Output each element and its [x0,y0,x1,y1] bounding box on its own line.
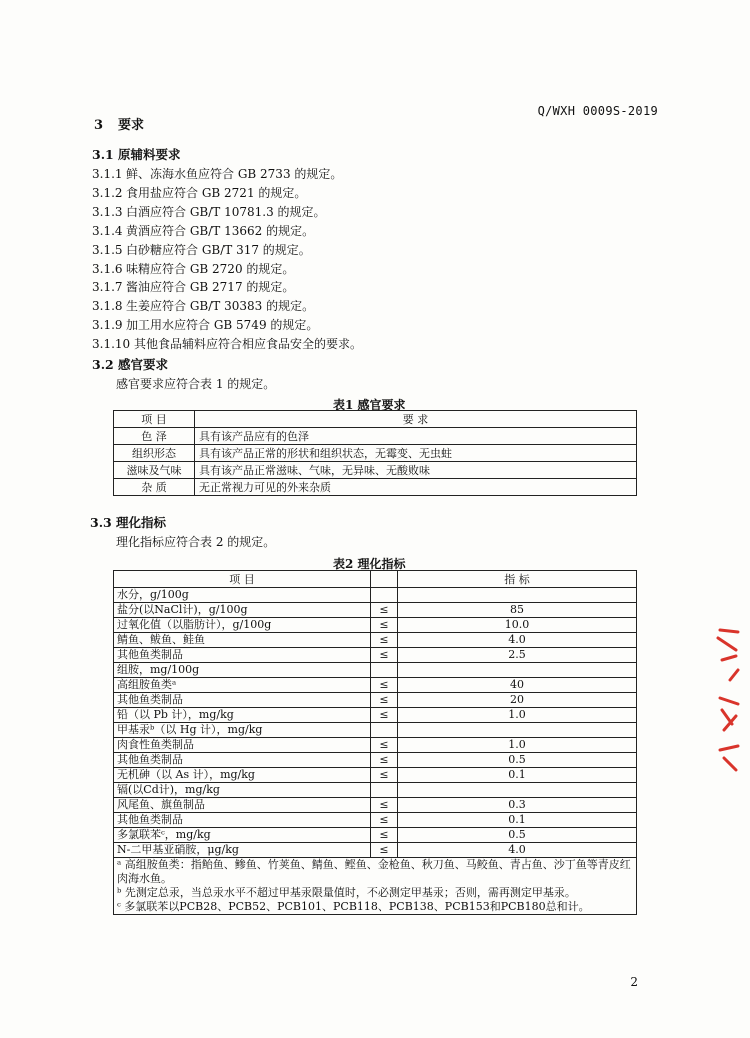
item-cell: 高组胺鱼类ᵃ [114,678,371,693]
table-row [114,445,637,462]
value-cell: 20 [398,693,637,708]
comparator-cell: ≤ [371,813,398,828]
section-title: 理化指标 [116,515,167,530]
item-cell: 盐分(以NaCl计)，g/100g [114,603,371,618]
comparator-cell: ≤ [371,693,398,708]
table-row [114,603,637,618]
column-header-item: 项 目 [114,411,195,428]
table-row [114,828,637,843]
footnote: ᵃ 高组胺鱼类：指鲐鱼、鲹鱼、竹荚鱼、鲭鱼、鲣鱼、金枪鱼、秋刀鱼、马鲛鱼、青占鱼、沙丁鱼等青皮红肉海水鱼。 [117,858,631,885]
section-title: 要求 [118,118,145,133]
section-number: 3.3 [90,515,112,530]
value-cell: 85 [398,603,637,618]
column-header-empty [371,571,398,588]
comparator-cell [371,723,398,738]
table-row [114,588,637,603]
item-cell: 镉(以Cd计)，mg/kg [114,783,371,798]
item-cell: 过氧化值（以脂肪计），g/100g [114,618,371,633]
material-requirement [92,316,318,333]
item-cell: 铅（以 Pb 计），mg/kg [114,708,371,723]
comparator-cell: ≤ [371,798,398,813]
clause-number: 3.1.3 [92,204,123,219]
material-requirement [92,260,294,277]
table-header-row [114,571,637,588]
table-footnotes [114,858,637,915]
table-row [114,843,637,858]
section-number: 3 [94,118,104,133]
table-row [114,678,637,693]
table-footnote-row [114,858,637,915]
value-cell [398,723,637,738]
table-row [114,428,637,445]
comparator-cell [371,783,398,798]
section-number: 3.2 [92,357,114,372]
comparator-cell: ≤ [371,708,398,723]
table-header-row [114,411,637,428]
table-row [114,738,637,753]
comparator-cell: ≤ [371,618,398,633]
material-requirement [92,278,294,295]
value-cell: 40 [398,678,637,693]
clause-text: 黄酒应符合 GB/T 13662 的规定。 [126,223,315,238]
section-3-3-heading [90,513,166,531]
clause-number: 3.1.2 [92,185,123,200]
table-row [114,798,637,813]
comparator-cell: ≤ [371,648,398,663]
clause-number: 3.1.6 [92,261,123,276]
value-cell: 2.5 [398,648,637,663]
comparator-cell: ≤ [371,678,398,693]
comparator-cell: ≤ [371,768,398,783]
item-cell: 色 泽 [114,428,195,445]
requirement-cell: 具有该产品应有的色泽 [195,428,637,445]
value-cell: 0.1 [398,768,637,783]
table-row [114,768,637,783]
item-cell: 组胺，mg/100g [114,663,371,678]
table-row [114,618,637,633]
section-3-2-heading [92,355,168,373]
table-row [114,813,637,828]
value-cell: 0.5 [398,753,637,768]
item-cell: 肉食性鱼类制品 [114,738,371,753]
item-cell: 无机砷（以 As 计），mg/kg [114,768,371,783]
clause-text: 白砂糖应符合 GB/T 317 的规定。 [126,242,311,257]
clause-text: 酱油应符合 GB 2717 的规定。 [126,280,295,295]
value-cell [398,783,637,798]
comparator-cell [371,588,398,603]
material-requirement [92,241,311,258]
item-cell: 其他鱼类制品 [114,813,371,828]
material-requirement [92,203,326,220]
requirement-cell: 具有该产品正常的形状和组织状态，无霉变、无虫蛀 [195,445,637,462]
section-number: 3.1 [92,147,114,162]
clause-text: 生姜应符合 GB/T 30383 的规定。 [126,299,315,314]
comparator-cell: ≤ [371,633,398,648]
requirement-cell: 无正常视力可见的外来杂质 [195,479,637,496]
item-cell: 多氯联苯ᶜ，mg/kg [114,828,371,843]
item-cell: 甲基汞ᵇ（以 Hg 计），mg/kg [114,723,371,738]
section-3-heading [94,114,144,133]
table1-caption: 表1 感官要求 [333,398,406,412]
comparator-cell [371,663,398,678]
section-3-1-heading [92,145,181,163]
clause-number: 3.1.8 [92,299,123,314]
clause-number: 3.1.5 [92,242,123,257]
value-cell: 0.3 [398,798,637,813]
section-title: 原辅料要求 [118,147,181,162]
value-cell: 1.0 [398,738,637,753]
clause-number: 3.1.10 [92,337,131,352]
material-requirement [92,165,342,182]
clause-text: 食用盐应符合 GB 2721 的规定。 [126,185,307,200]
item-cell: 其他鱼类制品 [114,753,371,768]
item-cell: 其他鱼类制品 [114,648,371,663]
table2-caption: 表2 理化指标 [333,557,406,571]
standard-code: Q/WXH 0009S-2019 [537,104,658,118]
table-row [114,648,637,663]
clause-text: 加工用水应符合 GB 5749 的规定。 [126,318,319,333]
material-requirement [92,335,362,352]
item-cell: 组织形态 [114,445,195,462]
section-3-3-intro: 理化指标应符合表 2 的规定。 [116,535,276,549]
table-row [114,663,637,678]
table-row [114,783,637,798]
clause-text: 白酒应符合 GB/T 10781.3 的规定。 [126,204,326,219]
item-cell: 杂 质 [114,479,195,496]
value-cell [398,663,637,678]
clause-text: 其他食品辅料应符合相应食品安全的要求。 [134,337,363,352]
red-seal-stamp [710,620,740,780]
clause-number: 3.1.1 [92,167,123,181]
material-requirement [92,297,314,314]
comparator-cell: ≤ [371,843,398,858]
table-row [114,633,637,648]
value-cell: 0.5 [398,828,637,843]
value-cell [398,588,637,603]
clause-number: 3.1.4 [92,223,123,238]
item-cell: 其他鱼类制品 [114,693,371,708]
comparator-cell: ≤ [371,828,398,843]
value-cell: 10.0 [398,618,637,633]
page-number: 2 [630,975,638,989]
clause-text: 鲜、冻海水鱼应符合 GB 2733 的规定。 [126,167,343,181]
value-cell: 4.0 [398,633,637,648]
footnote: ᵇ 先测定总汞，当总汞水平不超过甲基汞限量值时，不必测定甲基汞；否则，需再测定甲基汞。 [117,886,576,899]
column-header-requirement: 要 求 [195,411,637,428]
table-row [114,462,637,479]
item-cell: 风尾鱼、旗鱼制品 [114,798,371,813]
column-header-index: 指 标 [398,571,637,588]
item-cell: 滋味及气味 [114,462,195,479]
item-cell: N-二甲基亚硝胺，μg/kg [114,843,371,858]
material-requirement [92,184,306,201]
physicochemical-table [113,570,637,915]
sensory-table [113,410,637,496]
footnote: ᶜ 多氯联苯以PCB28、PCB52、PCB101、PCB118、PCB138、PCB153和PCB180总和计。 [117,900,590,913]
clause-text: 味精应符合 GB 2720 的规定。 [126,261,295,276]
column-header-item: 项 目 [114,571,371,588]
table-row [114,479,637,496]
table-row [114,708,637,723]
material-requirement [92,222,314,239]
table-row [114,693,637,708]
clause-number: 3.1.7 [92,280,123,295]
value-cell: 0.1 [398,813,637,828]
value-cell: 4.0 [398,843,637,858]
clause-number: 3.1.9 [92,318,123,333]
section-3-2-intro: 感官要求应符合表 1 的规定。 [116,377,276,391]
comparator-cell: ≤ [371,603,398,618]
requirement-cell: 具有该产品正常滋味、气味，无异味、无酸败味 [195,462,637,479]
comparator-cell: ≤ [371,738,398,753]
table-row [114,753,637,768]
comparator-cell: ≤ [371,753,398,768]
table-row [114,723,637,738]
item-cell: 水分，g/100g [114,588,371,603]
value-cell: 1.0 [398,708,637,723]
item-cell: 鲭鱼、鲅鱼、鲑鱼 [114,633,371,648]
section-title: 感官要求 [118,357,169,372]
